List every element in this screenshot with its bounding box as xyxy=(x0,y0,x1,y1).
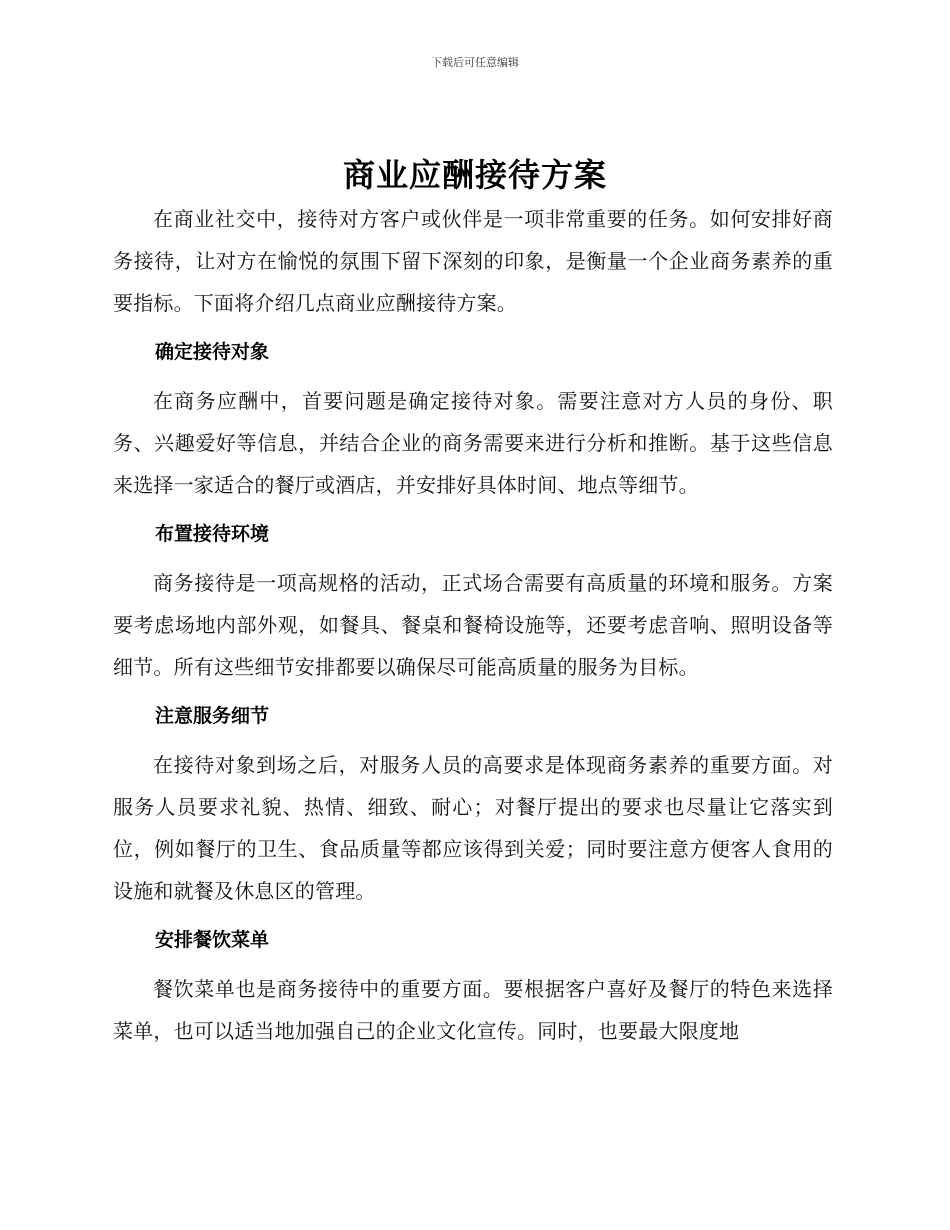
section-body-service: 在接待对象到场之后，对服务人员的高要求是体现商务素养的重要方面。对服务人员要求礼貌、热情、细致、耐心；对餐厅提出的要求也尽量让它落实到位，例如餐厅的卫生、食品质量等都应该得到关爱；同时要注意方便客人食用的设施和就餐及休息区的管理。 xyxy=(113,753,833,903)
document-title: 商业应酬接待方案 xyxy=(342,156,607,194)
section-body-menu: 餐饮菜单也是商务接待中的重要方面。要根据客户喜好及餐厅的特色来选择菜单，也可以适当地加强自己的企业文化宣传。同时，也要最大限度地 xyxy=(113,977,833,1043)
intro-paragraph: 在商业社交中，接待对方客户或伙伴是一项非常重要的任务。如何安排好商务接待，让对方在愉悦的氛围下留下深刻的印象，是衡量一个企业商务素养的重要指标。下面将介绍几点商业应酬接待方案。 xyxy=(113,207,833,315)
section-heading-service: 注意服务细节 xyxy=(155,705,270,727)
section-body-target: 在商务应酬中，首要问题是确定接待对象。需要注意对方人员的身份、职务、兴趣爱好等信息，并结合企业的商务需要来进行分析和推断。基于这些信息来选择一家适合的餐厅或酒店，并安排好具体时间、地点等细节。 xyxy=(113,389,833,497)
header-note: 下载后可任意编辑 xyxy=(431,56,519,69)
section-heading-target: 确定接待对象 xyxy=(155,341,270,363)
document-body xyxy=(113,198,833,1052)
section-body-environment: 商务接待是一项高规格的活动，正式场合需要有高质量的环境和服务。方案要考虑场地内部外观，如餐具、餐桌和餐椅设施等，还要考虑音响、照明设备等细节。所有这些细节安排都要以确保尽可能高质量的服务为目标。 xyxy=(113,571,833,679)
section-heading-menu: 安排餐饮菜单 xyxy=(155,929,270,951)
section-heading-environment: 布置接待环境 xyxy=(155,523,270,545)
